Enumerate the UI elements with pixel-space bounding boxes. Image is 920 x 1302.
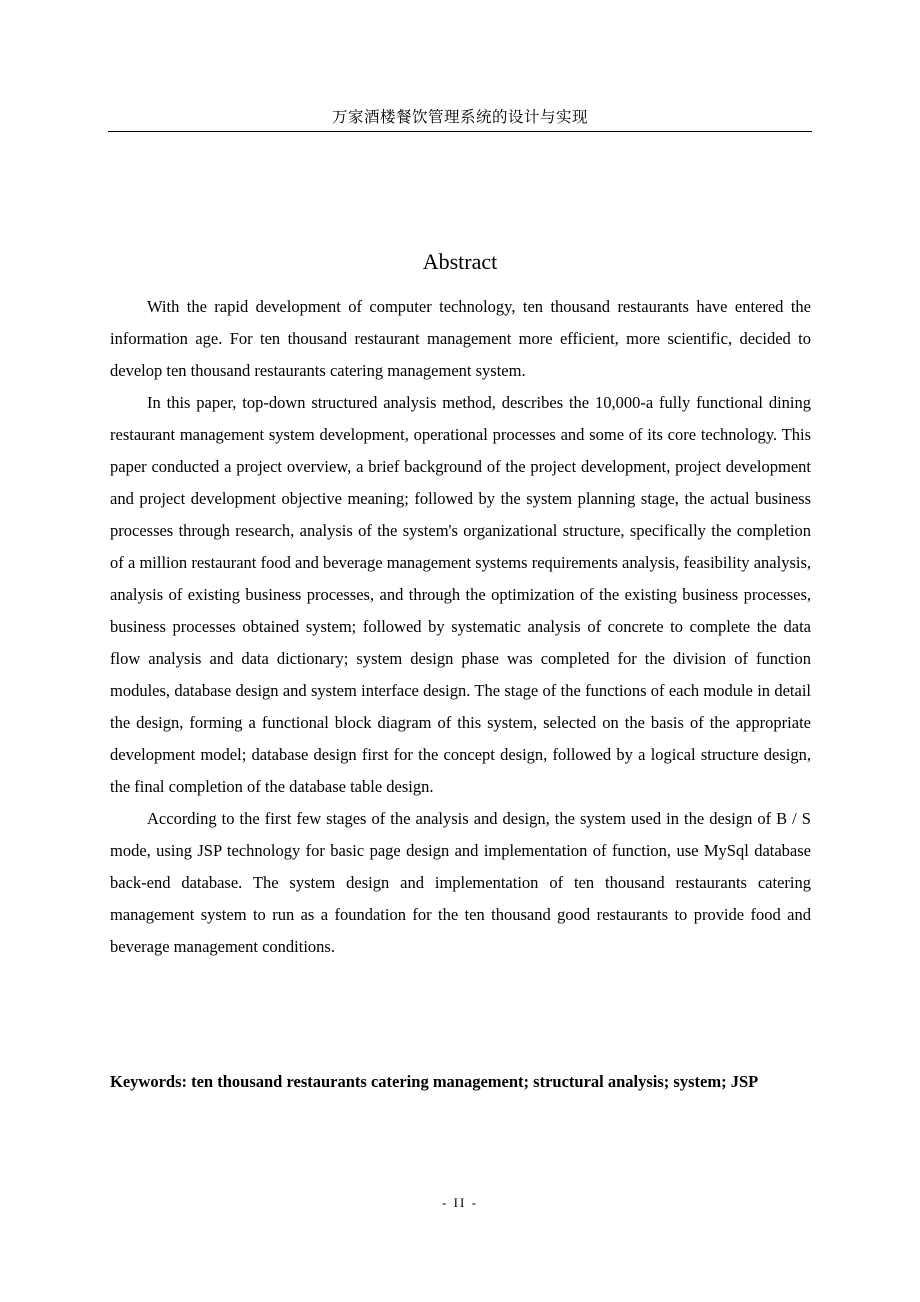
abstract-paragraph-3: According to the first few stages of the analysis and design, the system used in the design of B / S mode, using JSP technology for basic page design and implementation of function, use MySql database back-end database. The system design and implementation of ten thousand restaurants catering management system to run as a foundation for the ten thousand good restaurants to provide food and beverage management conditions. [110,809,811,956]
abstract-body [110,291,811,963]
abstract-paragraph-2: In this paper, top-down structured analysis method, describes the 10,000-a fully functional dining restaurant management system development, operational processes and some of its core technology. This paper conducted a project overview, a brief background of the project development, project development and project development objective meaning; followed by the system planning stage, the actual business processes through research, analysis of the system's organizational structure, specifically the completion of a million restaurant food and beverage management systems requirements analysis, feasibility analysis, analysis of existing business processes, and through the optimization of the existing business processes, business processes obtained system; followed by systematic analysis of concrete to complete the data flow analysis and data dictionary; system design phase was completed for the division of function modules, database design and system interface design. The stage of the functions of each module in detail the design, forming a functional block diagram of this system, selected on the basis of the appropriate development model; database design first for the concept design, followed by a logical structure design, the final completion of the database table design. [110,393,811,796]
header-rule [108,131,812,132]
abstract-title: Abstract [422,249,498,274]
abstract-paragraph-1: With the rapid development of computer technology, ten thousand restaurants have entered the information age. For ten thousand restaurant management more efficient, more scientific, decided to develop ten thousand restaurants catering management system. [110,297,811,380]
page-number: - II - [442,1195,478,1210]
running-header: 万家酒楼餐饮管理系统的设计与实现 [331,108,588,126]
keywords: Keywords: ten thousand restaurants catering management; structural analysis; system; JSP [110,1072,759,1091]
